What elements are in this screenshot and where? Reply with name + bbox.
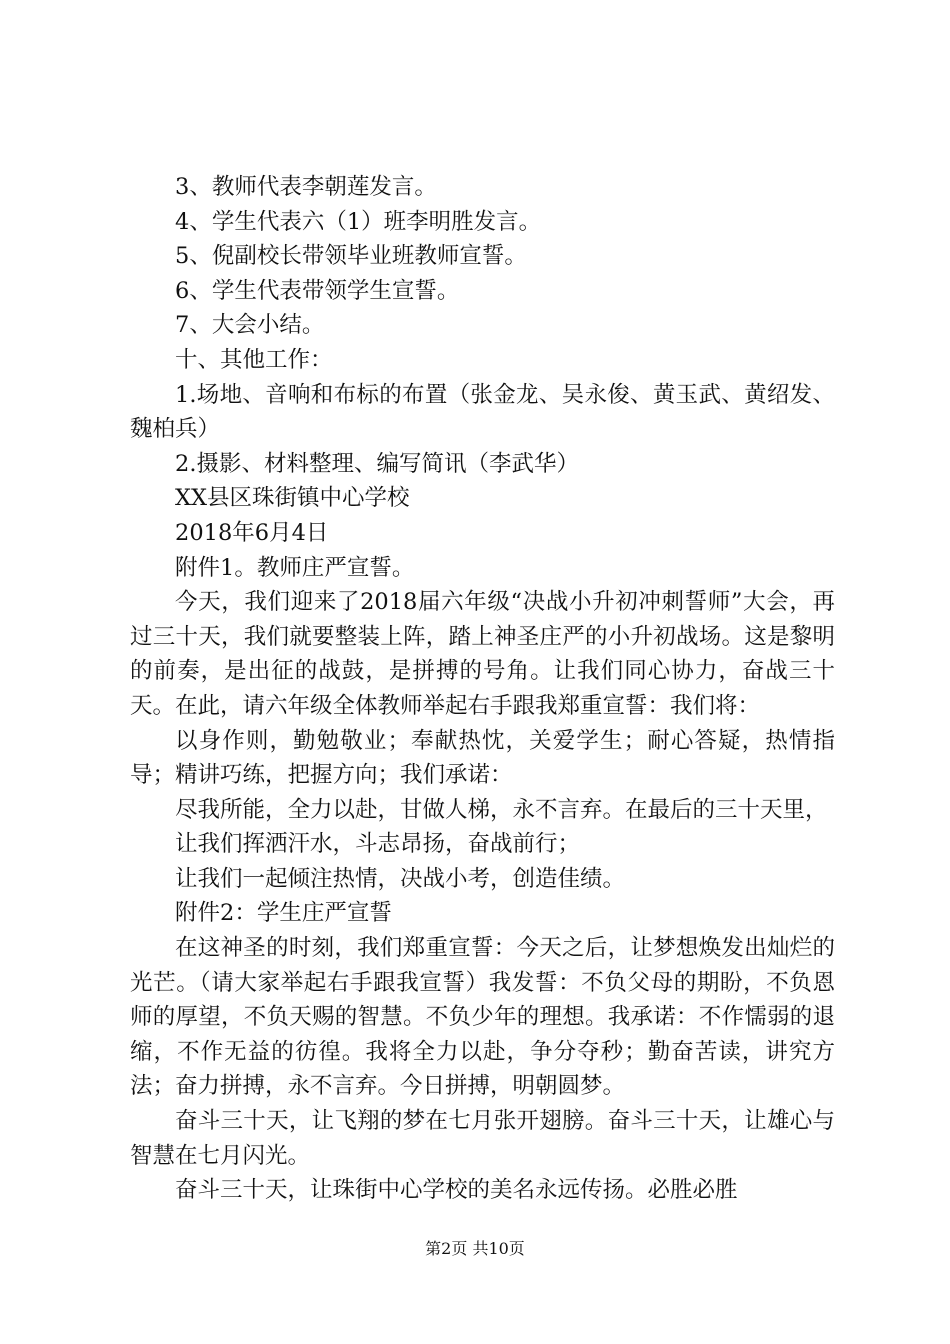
document-date: 2018年6月4日 bbox=[175, 519, 329, 546]
school-name: XX县区珠街镇中心学校 bbox=[175, 485, 410, 512]
agenda-item-6: 6、学生代表带领学生宣誓。 bbox=[175, 277, 460, 304]
document-body bbox=[130, 170, 835, 1208]
page-number-footer: 第2页 共10页 bbox=[425, 1239, 525, 1258]
student-oath-closing-1: 奋斗三十天，让飞翔的梦在七月张开翅膀。奋斗三十天，让雄心与智慧在七月闪光。 bbox=[130, 1108, 835, 1169]
agenda-item-3: 3、教师代表李朝莲发言。 bbox=[175, 174, 437, 200]
student-oath-closing-2: 奋斗三十天，让珠街中心学校的美名永远传扬。必胜必胜 bbox=[175, 1177, 738, 1204]
teacher-oath-promise: 尽我所能，全力以赴，甘做人梯，永不言弃。在最后的三十天里， bbox=[175, 796, 828, 823]
attachment-2-heading: 附件2：学生庄严宣誓 bbox=[175, 900, 392, 927]
agenda-item-5: 5、倪副校长带领毕业班教师宣誓。 bbox=[175, 243, 527, 270]
student-oath-body: 在这神圣的时刻，我们郑重宣誓：今天之后，让梦想焕发出灿烂的光芒。（请大家举起右手跟我宣誓）我发誓：不负父母的期盼，不负恩师的厚望，不负天赐的智慧。不负少年的理想。我承诺：不作懦弱的退缩，不作无益的彷徨。我将全力以赴，争分夺秒；勤奋苦读，讲究方法；奋力拼搏，永不言弃。今日拼搏，明朝圆梦。 bbox=[130, 935, 835, 1100]
agenda-item-4: 4、学生代表六（1）班李明胜发言。 bbox=[175, 208, 542, 235]
teacher-oath-intro: 今天，我们迎来了2018届六年级“决战小升初冲刺誓师”大会，再过三十天，我们就要整装上阵，踏上神圣庄严的小升初战场。这是黎明的前奏，是出征的战鼓，是拼搏的号角。让我们同心协力，奋战三十天。在此，请六年级全体教师举起右手跟我郑重宣誓：我们将： bbox=[130, 589, 835, 719]
other-work-item-1: 1.场地、音响和布标的布置（张金龙、吴永俊、黄玉武、黄绍发、魏柏兵） bbox=[130, 381, 835, 443]
attachment-1-heading: 附件1。教师庄严宣誓。 bbox=[175, 554, 415, 581]
teacher-oath-pledge: 以身作则，勤勉敬业；奉献热忱，关爱学生；耐心答疑，热情指导；精讲巧练，把握方向；我们承诺： bbox=[130, 727, 835, 789]
section-heading-other-work: 十、其他工作： bbox=[175, 346, 333, 373]
teacher-oath-line-1: 让我们挥洒汗水，斗志昂扬，奋战前行； bbox=[175, 831, 581, 858]
agenda-item-7: 7、大会小结。 bbox=[175, 312, 325, 339]
teacher-oath-line-2: 让我们一起倾注热情，决战小考，创造佳绩。 bbox=[175, 865, 626, 892]
other-work-item-2: 2.摄影、材料整理、编写简讯（李武华） bbox=[175, 450, 579, 477]
